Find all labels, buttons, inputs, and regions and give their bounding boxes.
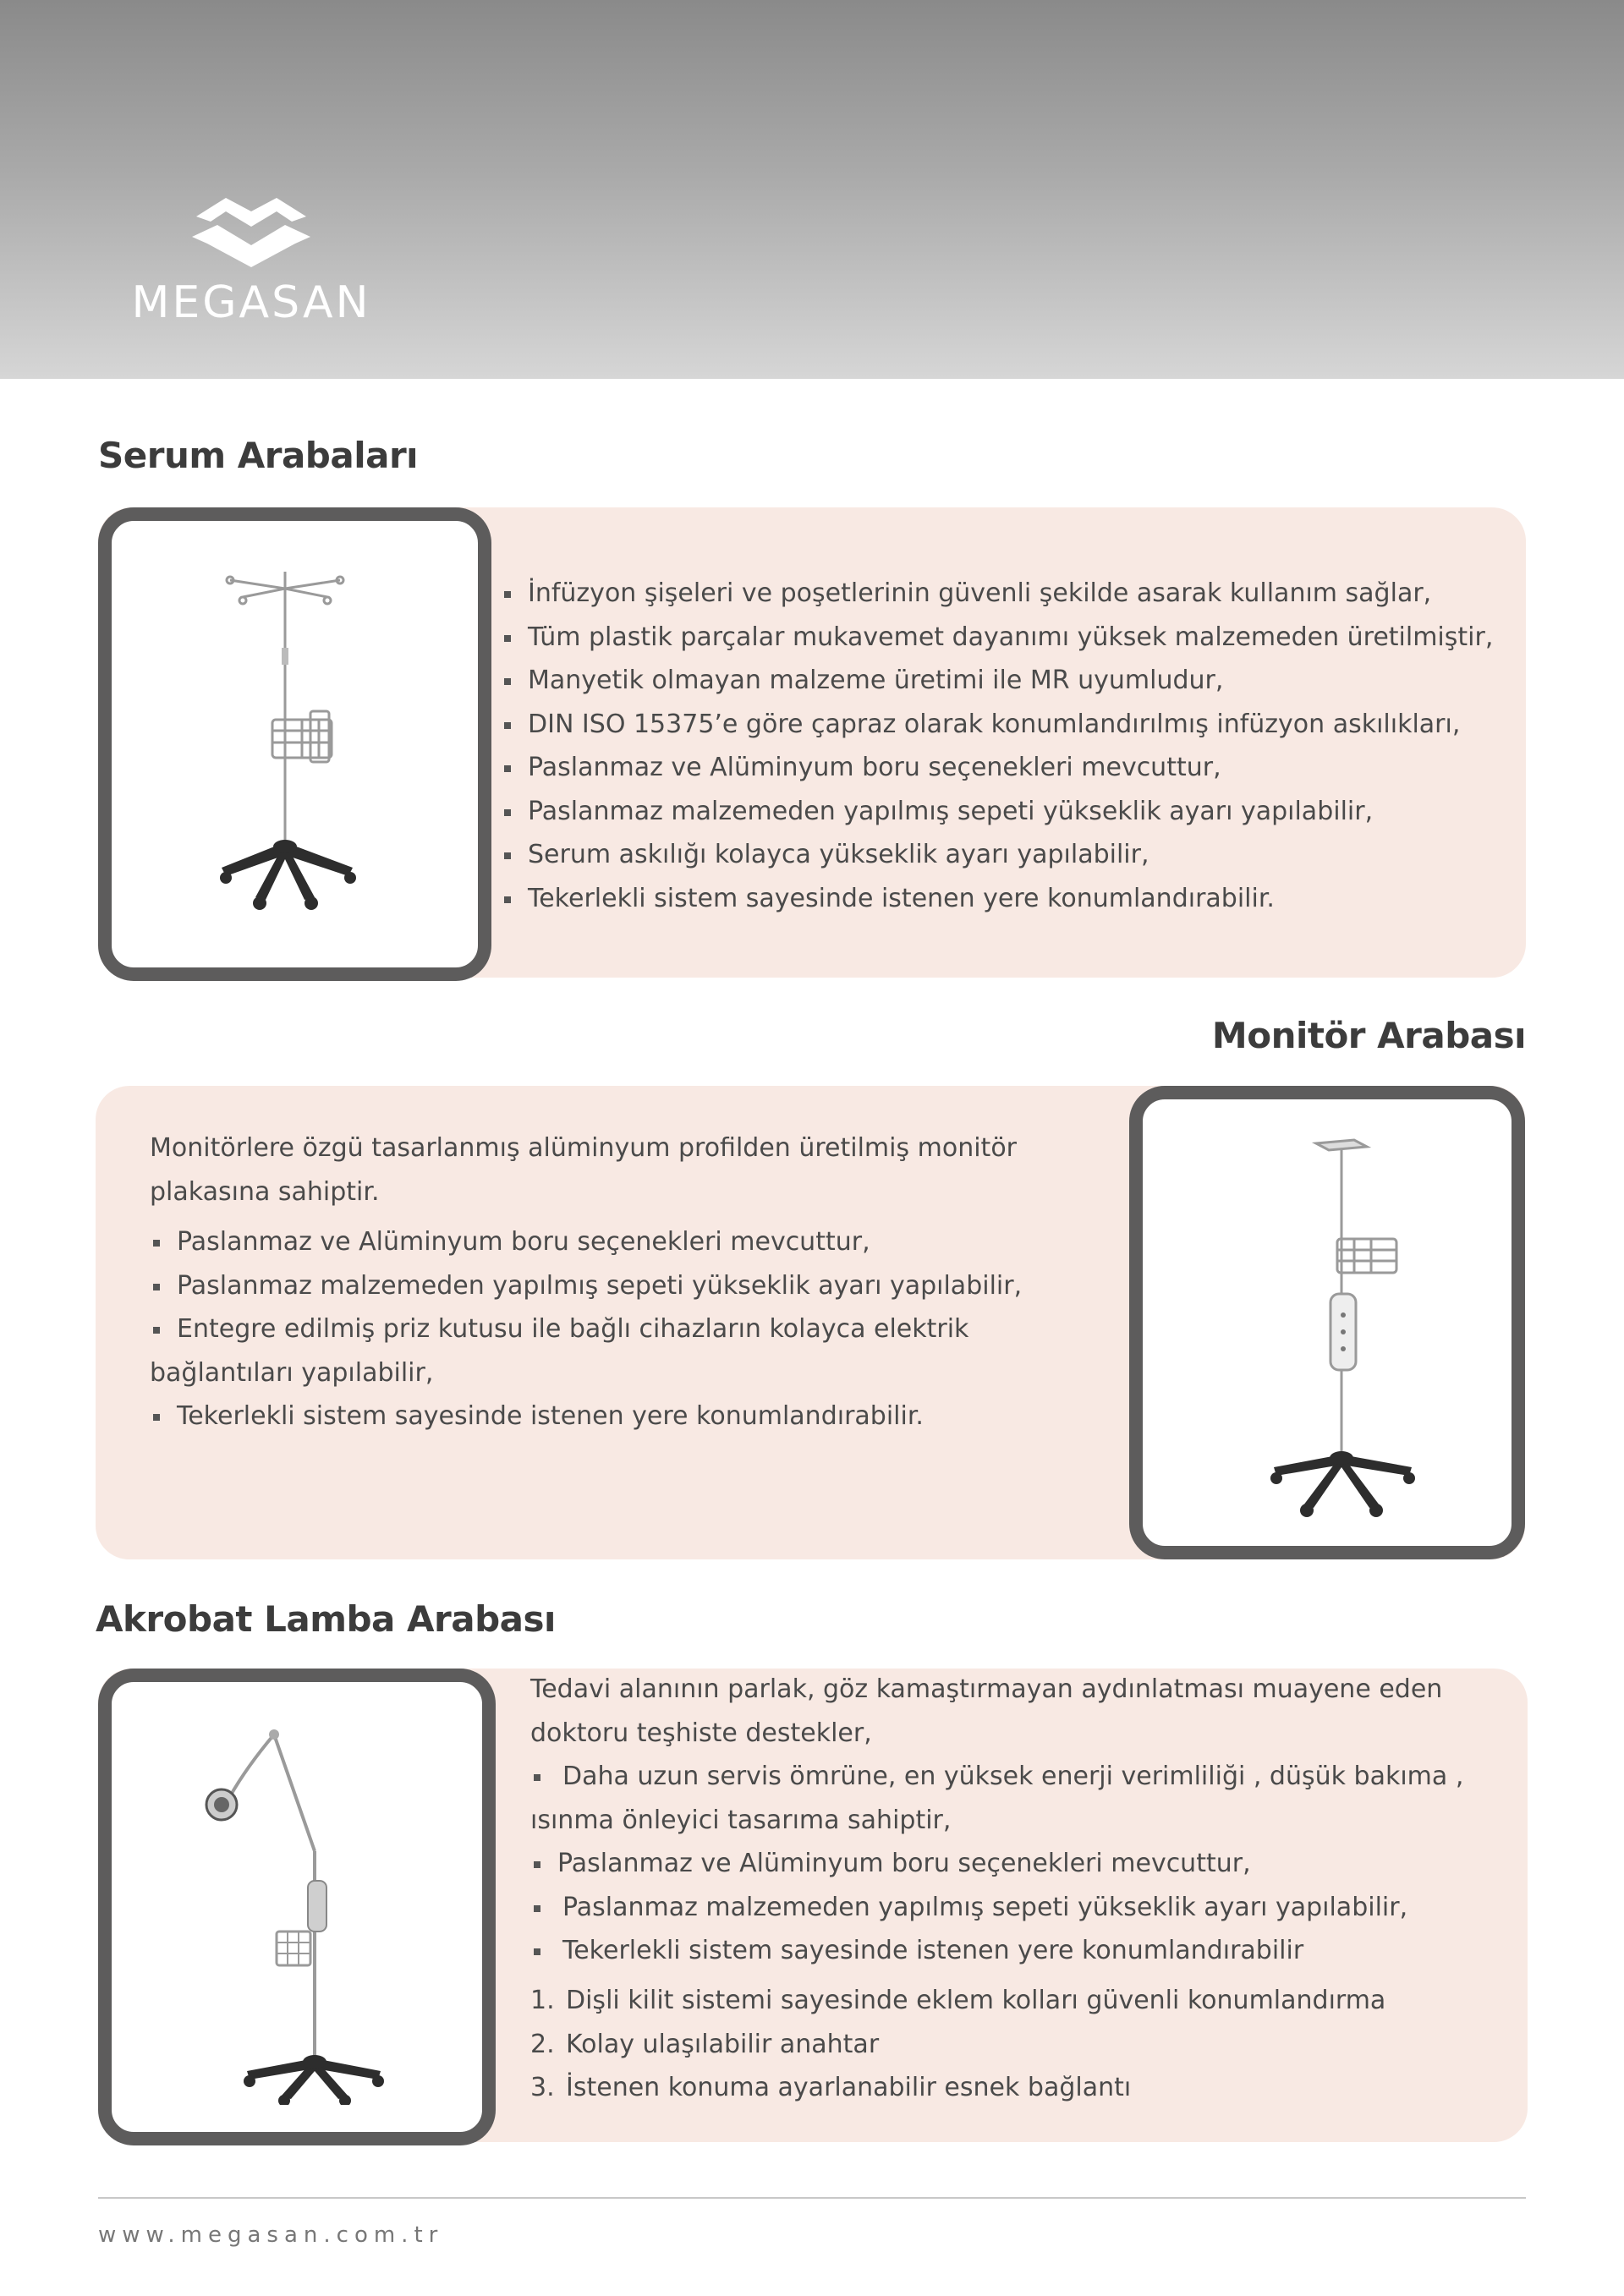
list-item: İnfüzyon şişeleri ve poşetlerinin güvenli şekilde asarak kullanım sağlar,: [501, 572, 1493, 616]
list-item: Paslanmaz ve Alüminyum boru seçenekleri mevcuttur,: [530, 1842, 1503, 1886]
list-item: Tekerlekli sistem sayesinde istenen yere konumlandırabilir: [530, 1929, 1503, 1973]
list-item: DIN ISO 15375’e göre çapraz olarak konumlandırılmış infüzyon askılıkları,: [501, 703, 1493, 747]
lamp-cart-image: [196, 1716, 391, 2105]
list-item: Tekerlekli sistem sayesinde istenen yere konumlandırabilir.: [150, 1395, 1097, 1438]
list-item: Serum askılığı kolayca yükseklik ayarı yapılabilir,: [501, 833, 1493, 877]
list-item: Paslanmaz malzemeden yapılmış sepeti yükseklik ayarı yapılabilir,: [150, 1264, 1097, 1308]
list-item: Tekerlekli sistem sayesinde istenen yere konumlandırabilir.: [501, 877, 1493, 921]
list-item: Manyetik olmayan malzeme üretimi ile MR uyumludur,: [501, 659, 1493, 703]
section-title-serum: Serum Arabaları: [98, 435, 419, 476]
lamp-image-frame: [98, 1669, 496, 2145]
list-item: Tüm plastik parçalar mukavemet dayanımı yüksek malzemeden üretilmiştir,: [501, 616, 1493, 660]
megasan-logo-icon: [192, 193, 310, 269]
brand-logo[interactable]: [95, 193, 408, 337]
list-item: Entegre edilmiş priz kutusu ile bağlı cihazların kolayca elektrik bağlantıları yapılabilir,: [150, 1307, 1097, 1395]
serum-bullet-list: [501, 572, 1493, 920]
footer-divider: [98, 2197, 1526, 2199]
list-item: 1. Dişli kilit sistemi sayesinde eklem kolları güvenli konumlandırma: [530, 1986, 1386, 2015]
serum-stand-image: [205, 563, 374, 927]
section-title-monitor: Monitör Arabası: [1211, 1015, 1526, 1056]
lamp-intro: Tedavi alanının parlak, göz kamaştırmayan aydınlatması muayene eden doktoru teşhiste destekler,: [530, 1674, 1443, 1748]
list-item: Paslanmaz malzemeden yapılmış sepeti yükseklik ayarı yapılabilir,: [501, 790, 1493, 834]
header-banner: [0, 0, 1624, 379]
list-item: Daha uzun servis ömrüne, en yüksek enerji verimliliği , düşük bakıma , ısınma önleyici tasarıma sahiptir,: [530, 1755, 1503, 1842]
list-item: Paslanmaz malzemeden yapılmış sepeti yükseklik ayarı yapılabilir,: [530, 1886, 1503, 1930]
monitor-image-frame: [1129, 1086, 1525, 1559]
list-item: 2. Kolay ulaşılabilir anahtar: [530, 2029, 880, 2059]
lamp-numbered-list: [530, 1979, 1503, 2110]
website-link[interactable]: www.megasan.com.tr: [98, 2222, 444, 2248]
list-item: Paslanmaz ve Alüminyum boru seçenekleri mevcuttur,: [501, 746, 1493, 790]
list-item: 3. İstenen konuma ayarlanabilir esnek bağlantı: [530, 2073, 1132, 2102]
serum-image-frame: [98, 507, 491, 981]
lamp-bullet-list: [530, 1755, 1503, 1973]
monitor-intro: Monitörlere özgü tasarlanmış alüminyum profilden üretilmiş monitör plakasına sahiptir.: [150, 1133, 1018, 1207]
brand-name: MEGASAN: [131, 277, 371, 328]
monitor-bullet-list: [150, 1220, 1097, 1438]
monitor-cart-image: [1253, 1133, 1422, 1522]
section-title-lamp: Akrobat Lamba Arabası: [96, 1598, 556, 1640]
list-item: Paslanmaz ve Alüminyum boru seçenekleri mevcuttur,: [150, 1220, 1097, 1264]
